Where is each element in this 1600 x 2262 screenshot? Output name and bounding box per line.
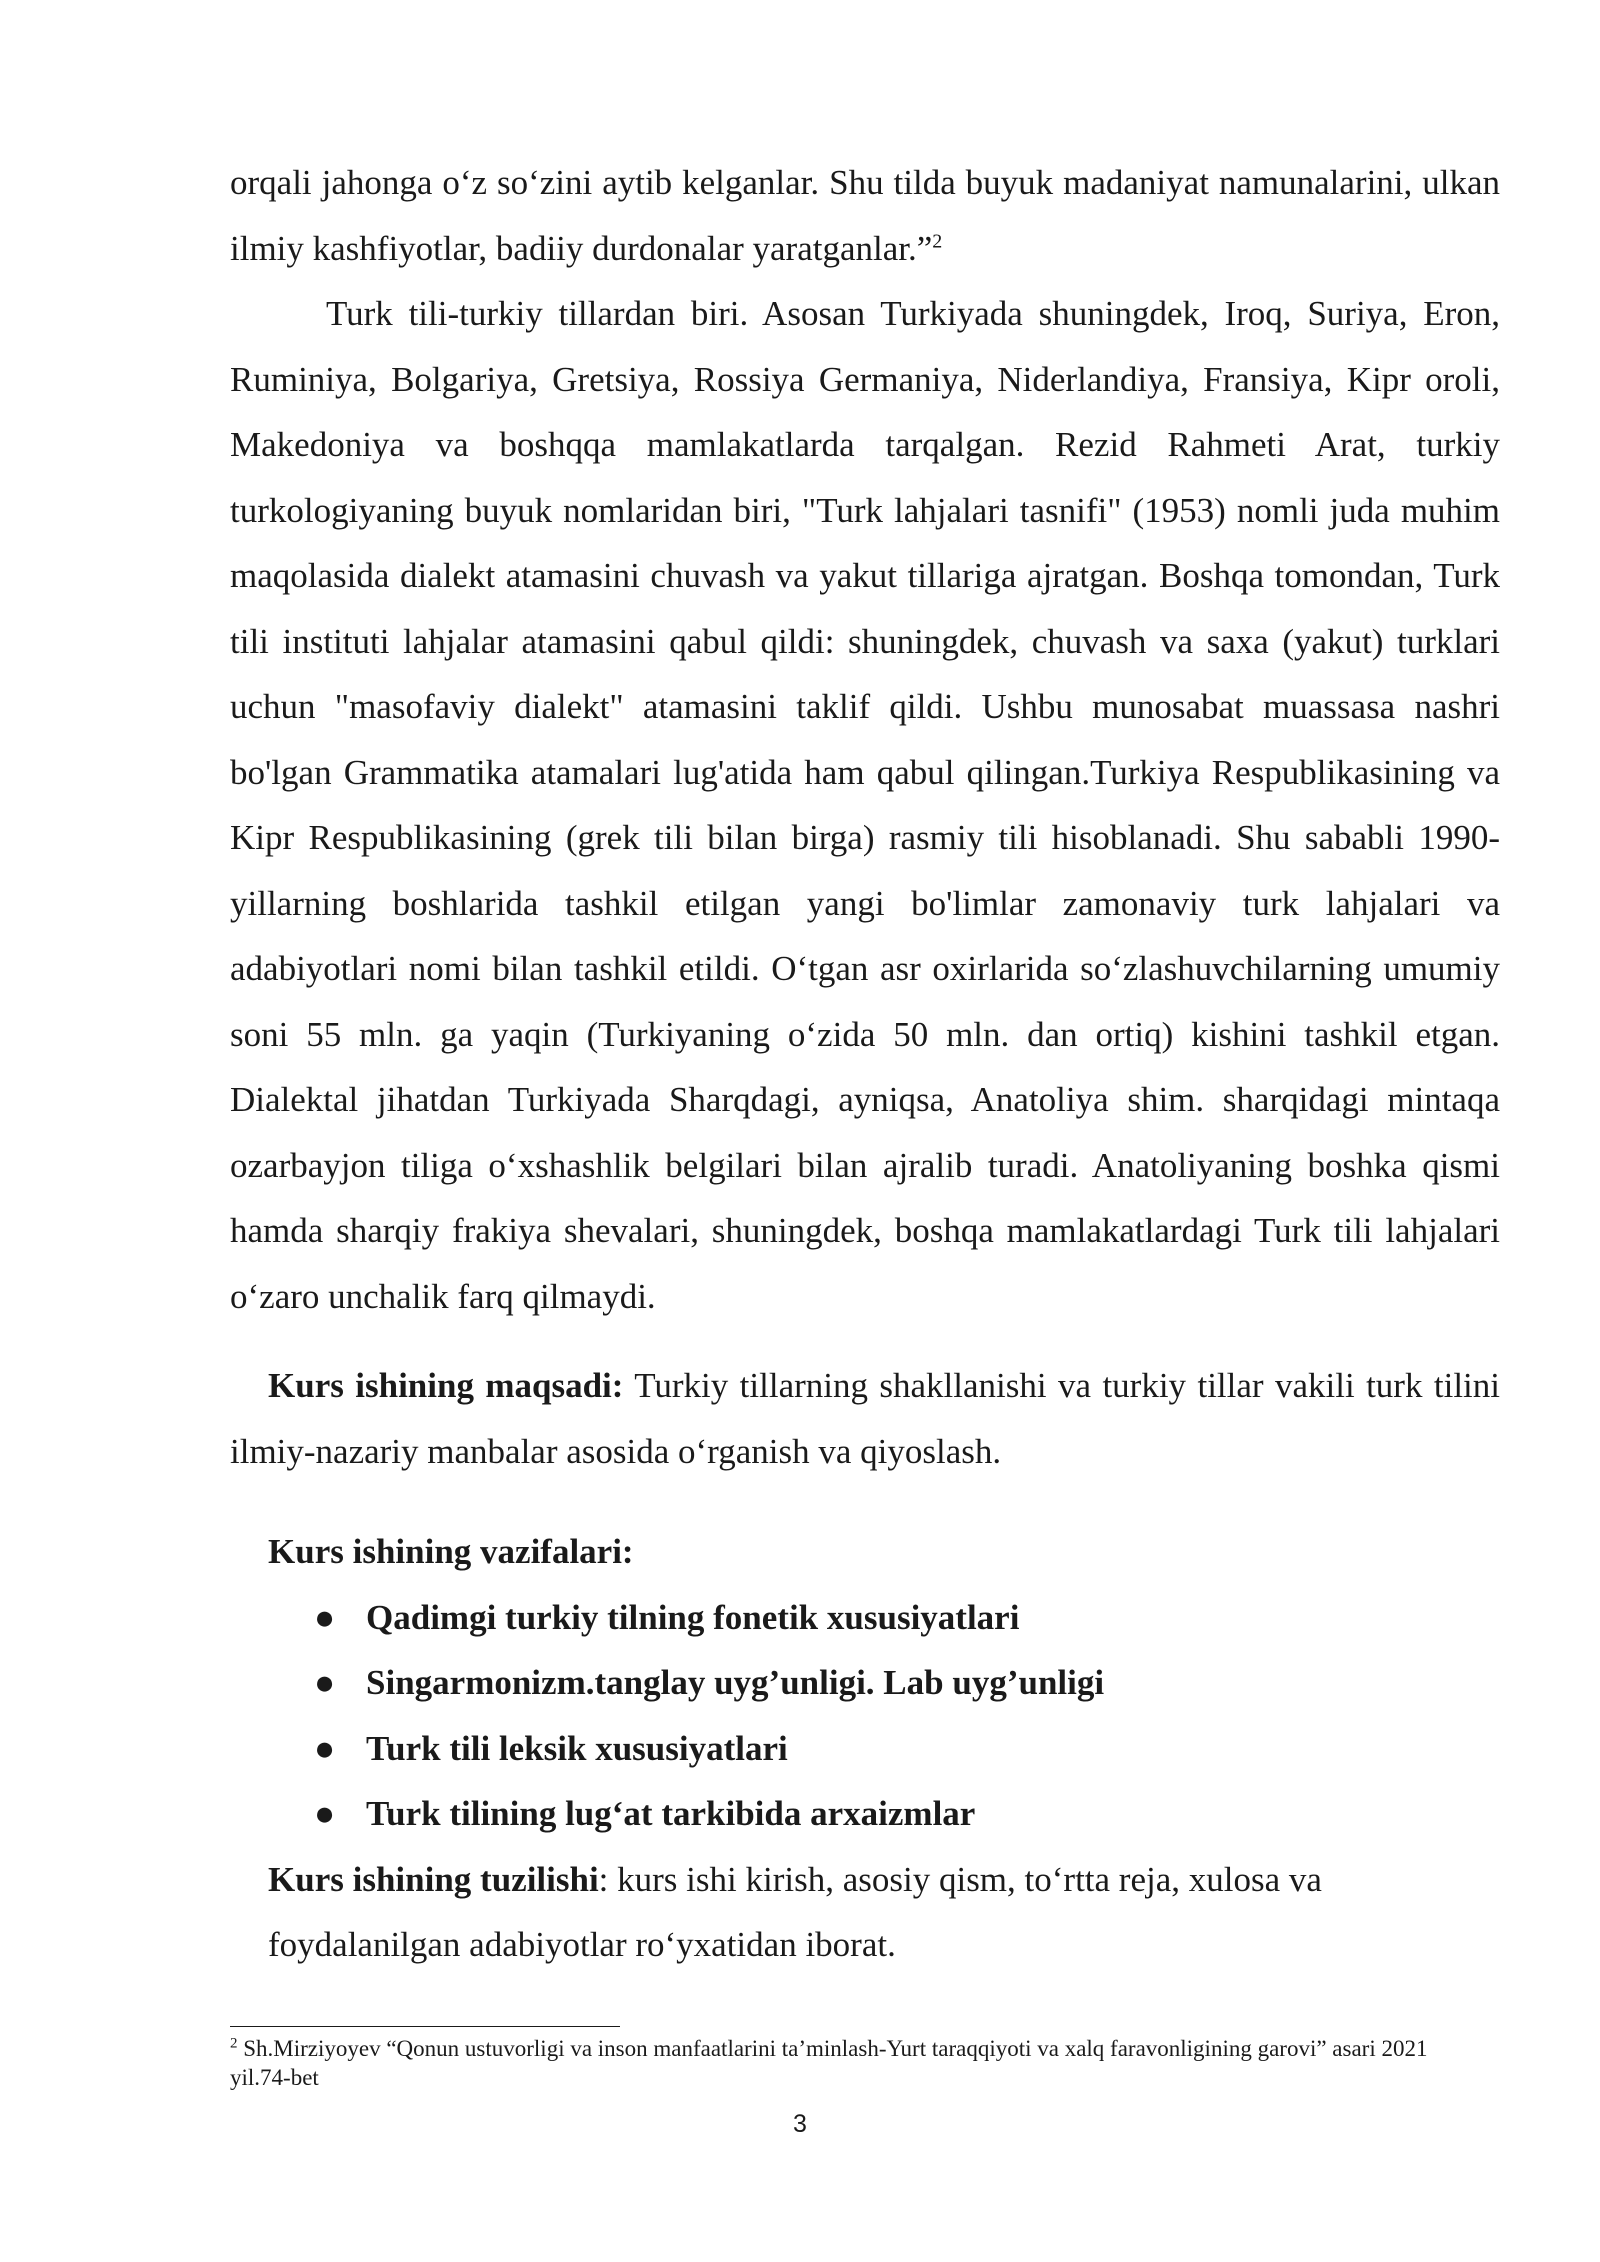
tasks-heading: Kurs ishining vazifalari: — [268, 1532, 634, 1571]
footnote-reference: 2 — [932, 229, 943, 252]
document-body — [230, 150, 1500, 1978]
list-item — [314, 1716, 1500, 1782]
list-item — [314, 1781, 1500, 1847]
footnote — [230, 2034, 1470, 2092]
bullet-icon: ● — [314, 1794, 336, 1833]
structure-text: : kurs ishi kirish, asosiy qism, to‘rtta reja, xulosa va foydalanilgan adabiyotlar ro‘yxatidan iborat. — [268, 1859, 1322, 1964]
bullet-icon: ● — [314, 1663, 336, 1702]
goal-label: Kurs ishining maqsadi: — [268, 1366, 624, 1405]
intro-paragraph-tail — [230, 150, 1500, 281]
list-item — [314, 1650, 1500, 1716]
list-item — [314, 1585, 1500, 1651]
tasks-list — [230, 1585, 1500, 1847]
page-number: 3 — [793, 2110, 807, 2138]
goal-text: Turkiy tillarning shakllanishi va turkiy tillar vakili turk tilini ilmiy-nazariy manbalar asosida o‘rganish va qiyoslash. — [230, 1366, 1500, 1471]
goal-paragraph — [230, 1353, 1500, 1484]
main-paragraph: Turk tili-turkiy tillardan biri. Asosan Turkiyada shuningdek, Iroq, Suriya, Eron, Ruminiya, Bolgariya, Gretsiya, Rossiya Germaniya, Niderlandiya, Fransiya, Kipr oroli, Makedoniya va boshqqa mamlakatlarda tarqalgan. Rezid Rahmeti Arat, turkiy turkologiyaning buyuk nomlaridan biri, "Turk lahjalari tasnifi" (1953) nomli juda muhim maqolasida dialekt atamasini chuvash va yakut tillariga ajratgan. Boshqa tomondan, Turk tili instituti lahjalar atamasini qabul qildi: shuningdek, chuvash va saxa (yakut) turklari uchun "masofaviy dialekt" atamasini taklif qildi. Ushbu munosabat muassasa nashri bo'lgan Grammatika atamalari lug'atida ham qabul qilingan.Turkiya Respublikasining va Kipr Respublikasining (grek tili bilan birga) rasmiy tili hisoblanadi. Shu sababli 1990-yillarning boshlarida tashkil etilgan yangi bo'limlar zamonaviy turk lahjalari va adabiyotlari nomi bilan tashkil etildi. O‘tgan asr oxirlarida so‘zlashuvchilarning umumiy soni 55 mln. ga yaqin (Turkiyaning o‘zida 50 mln. dan ortiq) kishini tashkil etgan. Dialektal jihatdan Turkiyada Sharqdagi, ayniqsa, Anatoliya shim. sharqidagi mintaqa ozarbayjon tiliga o‘xshashlik belgilari bilan ajralib turadi. Anatoliyaning boshka qismi hamda sharqiy frakiya shevalari, shuningdek, boshqa mamlakatlardagi Turk tili lahjalari o‘zaro unchalik farq qilmaydi. — [230, 294, 1500, 1316]
intro-text: orqali jahonga o‘z so‘zini aytib kelganlar. Shu tilda buyuk madaniyat namunalarini, ulkan ilmiy kashfiyotlar, badiiy durdonalar yaratganlar.” — [230, 163, 1500, 268]
structure-label: Kurs ishining tuzilishi — [268, 1859, 599, 1899]
footnote-text: Sh.Mirziyoyev “Qonun ustuvorligi va inson manfaatlarini ta’minlash-Yurt taraqqiyoti va xalq faravonligining garovi” asari 2021 yil.74-bet — [230, 2036, 1428, 2090]
footnote-separator — [230, 2026, 620, 2027]
bullet-icon: ● — [314, 1728, 336, 1768]
task-text: Turk tili leksik xususiyatlari — [366, 1728, 788, 1768]
task-text: Turk tilining lug‘at tarkibida arxaizmlar — [366, 1794, 976, 1833]
structure-paragraph — [230, 1847, 1500, 1978]
footnote-mark: 2 — [230, 2035, 238, 2052]
bullet-icon: ● — [314, 1597, 336, 1637]
task-text: Singarmonizm.tanglay uyg’unligi. Lab uyg’unligi — [366, 1663, 1105, 1702]
task-text: Qadimgi turkiy tilning fonetik xususiyatlari — [366, 1597, 1020, 1637]
